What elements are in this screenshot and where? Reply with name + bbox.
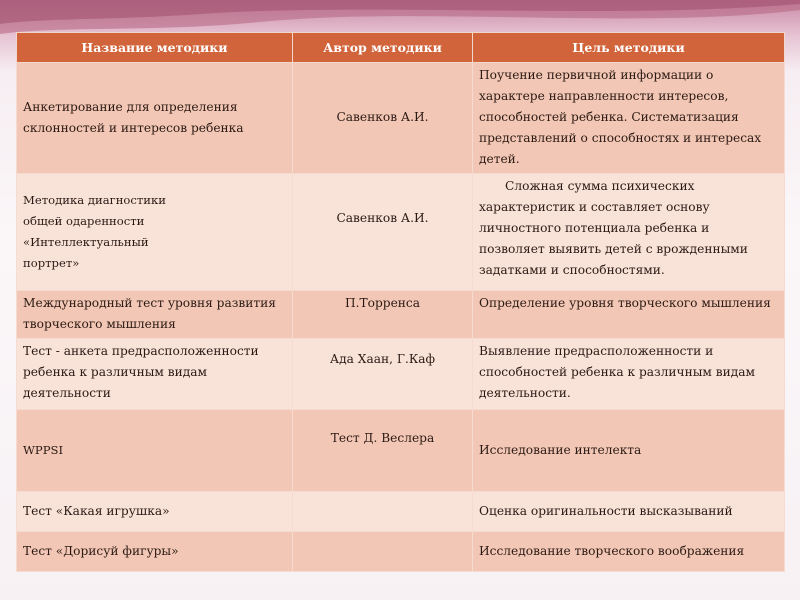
method-name-cell: Тест «Дорисуй фигуры»	[17, 532, 293, 572]
method-author-cell	[293, 492, 473, 532]
method-goal-cell: Поучение первичной информации о характере направленности интересов, способностей ребенка. Систематизация представлений о способностях и интересах детей.	[473, 63, 785, 174]
method-goal-cell: Определение уровня творческого мышления	[473, 291, 785, 339]
table-row	[17, 492, 785, 532]
table-row	[17, 410, 785, 492]
table-row	[17, 174, 785, 291]
table-row	[17, 291, 785, 339]
method-name-cell: WPPSI	[17, 410, 293, 492]
method-author-cell: Савенков А.И.	[293, 174, 473, 291]
method-name-cell: Анкетирование для определения склонностей и интересов ребенка	[17, 63, 293, 174]
method-author-cell: Тест Д. Веслера	[293, 410, 473, 492]
method-name-cell: Тест - анкета предрасположенности ребенка к различным видам деятельности	[17, 339, 293, 410]
table-row	[17, 63, 785, 174]
table-row	[17, 339, 785, 410]
method-goal-cell: Оценка оригинальности высказываний	[473, 492, 785, 532]
method-goal-cell: Сложная сумма психических характеристик и составляет основу личностного потенциала ребенка и позволяет выявить детей с врожденными задатками и способностями.	[473, 174, 785, 291]
method-author-cell: Савенков А.И.	[293, 63, 473, 174]
method-author-cell: Ада Хаан, Г.Каф	[293, 339, 473, 410]
method-goal-cell: Исследование творческого воображения	[473, 532, 785, 572]
header-method-goal: Цель методики	[473, 33, 785, 63]
method-goal-cell: Исследование интелекта	[473, 410, 785, 492]
method-name-cell: Тест «Какая игрушка»	[17, 492, 293, 532]
table-row	[17, 532, 785, 572]
header-method-author: Автор методики	[293, 33, 473, 63]
method-goal-cell: Выявление предрасположенности и способностей ребенка к различным видам деятельности.	[473, 339, 785, 410]
table-header-row	[17, 33, 785, 63]
method-name-cell: Международный тест уровня развития творческого мышления	[17, 291, 293, 339]
header-method-name: Название методики	[17, 33, 293, 63]
method-name-cell: Методика диагностики общей одаренности «Интеллектуальный портрет»	[17, 174, 293, 291]
method-author-cell: П.Торренса	[293, 291, 473, 339]
methods-table	[16, 32, 785, 572]
method-author-cell	[293, 532, 473, 572]
